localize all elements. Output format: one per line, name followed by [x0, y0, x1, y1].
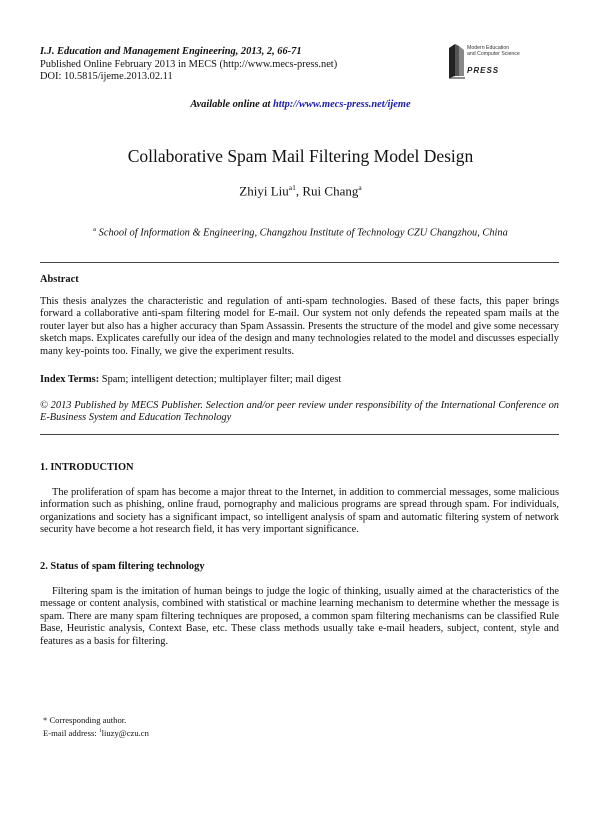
books-icon: [447, 42, 467, 80]
email-address: liuzy@czu.cn: [101, 727, 149, 738]
publisher-logo: [447, 40, 557, 84]
section-text-status: Filtering spam is the imitation of human beings to judge the logic of thinking, usually aimed at the characteristics of the message or content analysis, combined with statistical or machine learning mechanism to determine whether the message is spam. There are many spam filtering techniques are proposed, a common spam filtering mechanisms can be classified Rule Base, Heuristic analysis, Context Base, etc. These class methods usually take e-mail headers, subject, content, style and features as a basis for filtering.: [40, 586, 559, 647]
availability-line: [0, 99, 601, 110]
journal-citation: I.J. Education and Management Engineering, 2013, 2, 66-71: [40, 46, 302, 57]
abstract-text: This thesis analyzes the characteristic and regulation of anti-spam technologies. Based of these facts, this paper brings forward a collaborative anti-spam filtering model for E-mail. Our system not only defends the repeated spam mails at the router layer but also has a higher accuracy than Spam Assassin. Presents the structure of the model and give some necessary sketch maps. Explicates carefully our idea of the design and many technologies related to the model and discusses especially many key-points too. Finally, we give the experiment results.: [40, 296, 559, 357]
divider-bottom: [40, 434, 559, 435]
footnote-corresponding: * Corresponding author.: [43, 715, 127, 725]
publication-info: Published Online February 2013 in MECS (http://www.mecs-press.net): [40, 59, 338, 70]
copyright-notice: © 2013 Published by MECS Publisher. Selection and/or peer review under responsibility of the International Conference on E-Business System and Education Technology: [40, 400, 559, 424]
abstract-heading: Abstract: [40, 274, 79, 285]
index-terms: [40, 374, 559, 386]
author-2-sup: a: [358, 183, 362, 192]
author-1: Zhiyi Liu: [239, 183, 289, 199]
section-heading-introduction: 1. INTRODUCTION: [40, 462, 134, 473]
affiliation: [0, 226, 601, 238]
authors: [0, 183, 601, 199]
logo-text: [467, 45, 520, 57]
index-terms-text: Spam; intelligent detection; multiplayer filter; mail digest: [99, 374, 342, 385]
email-label: E-mail address:: [43, 727, 99, 738]
divider-top: [40, 262, 559, 263]
affiliation-sup: a: [93, 226, 97, 233]
logo-line-1: Modern Education: [467, 45, 510, 51]
index-terms-label: Index Terms:: [40, 374, 100, 385]
author-2: Rui Chang: [302, 183, 359, 199]
section-text-introduction: The proliferation of spam has become a major threat to the Internet, in addition to commercial messages, some malicious information such as phishing, online fraud, pornography and malicious programs are spread through spam. For individuals, organizations and society has a significant impact, so intelligent analysis of spam and automatic filtering system of network security have become a hot research field, it has very important significance.: [40, 487, 559, 536]
journal-url-link[interactable]: http://www.mecs-press.net/ijeme: [273, 99, 411, 110]
footnote-email: [43, 726, 149, 739]
author-separator: ,: [295, 183, 303, 199]
affiliation-text: School of Information & Engineering, Changzhou Institute of Technology CZU Changzhou, China: [96, 227, 508, 239]
doi: DOI: 10.5815/ijeme.2013.02.11: [40, 71, 173, 82]
availability-prefix: Available online at: [190, 99, 274, 110]
email-sup: 1: [98, 728, 102, 734]
paper-title: Collaborative Spam Mail Filtering Model Design: [127, 146, 474, 166]
section-heading-status: 2. Status of spam filtering technology: [40, 561, 205, 572]
logo-line-2: and Computer Science: [467, 51, 520, 57]
author-1-sup: a1: [288, 183, 296, 192]
logo-press: PRESS: [467, 66, 500, 75]
